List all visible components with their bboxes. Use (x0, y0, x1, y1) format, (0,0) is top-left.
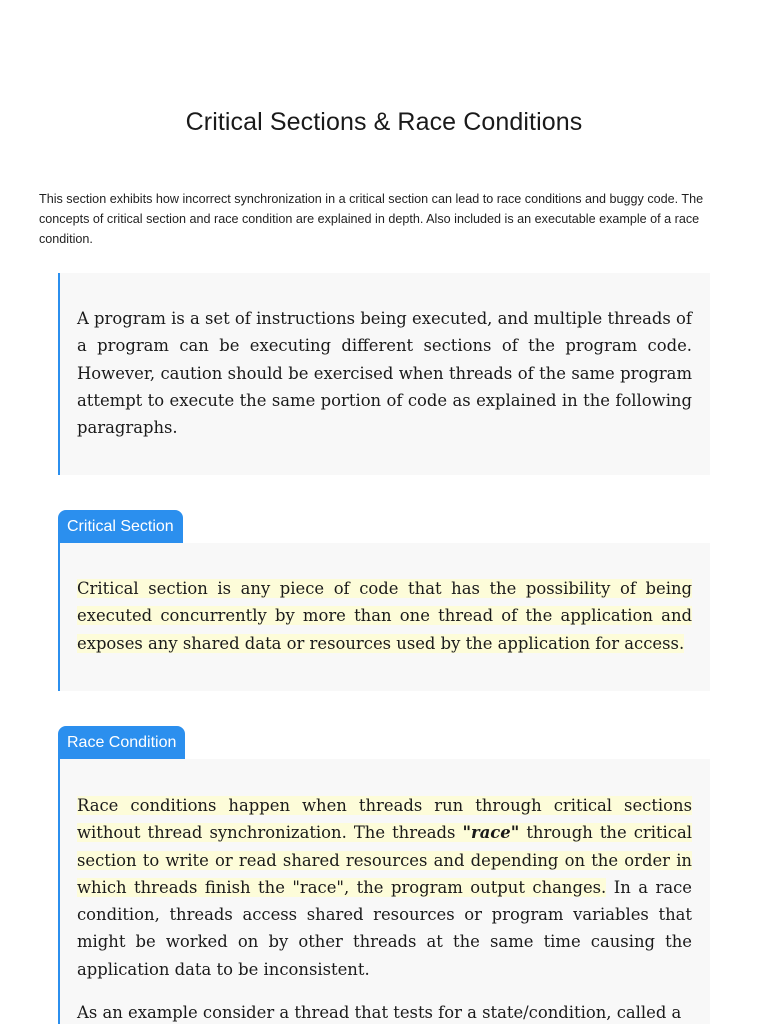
intro-paragraph: This section exhibits how incorrect synchronization in a critical section can lead to race conditions and buggy code. The concepts of critical section and race condition are explained in depth. Also included is an executable example of a race condition. (39, 192, 704, 246)
race-condition-example-text: As an example consider a thread that tests for a state/condition, called a (77, 1003, 682, 1022)
race-condition-block (58, 759, 710, 1024)
race-condition-rest: In a race condition, threads access shared resources or program variables that might be worked on by other threads at the same time causing the application data to be inconsistent. (77, 877, 693, 979)
race-condition-highlight-start: Race conditions happen when threads run through critical sections without thread synchronization. The threads (77, 796, 692, 843)
race-condition-highlight (77, 796, 692, 897)
critical-section-text (77, 575, 692, 657)
race-emphasis: "race" (462, 823, 520, 843)
critical-section-tag: Critical Section (58, 510, 183, 544)
race-condition-highlight-end: through the critical section to write or read shared resources and depending on the order in which threads finish the "race", the program output changes. (77, 823, 692, 897)
program-definition-block (58, 273, 710, 475)
program-definition-text: A program is a set of instructions being executed, and multiple threads of a program can be executing different sections of the program code. However, caution should be exercised when threads of the same program attempt to execute the same portion of code as explained in the following paragraphs. (77, 309, 692, 438)
race-condition-text (77, 792, 692, 983)
critical-section-block (58, 543, 710, 691)
page-title: Critical Sections & Race Conditions (185, 108, 583, 136)
critical-section-highlight: Critical section is any piece of code that has the possibility of being executed concurrently by more than one thread of the application and exposes any shared data or resources used by the application for access. (77, 579, 692, 653)
race-condition-tag: Race Condition (58, 726, 185, 760)
